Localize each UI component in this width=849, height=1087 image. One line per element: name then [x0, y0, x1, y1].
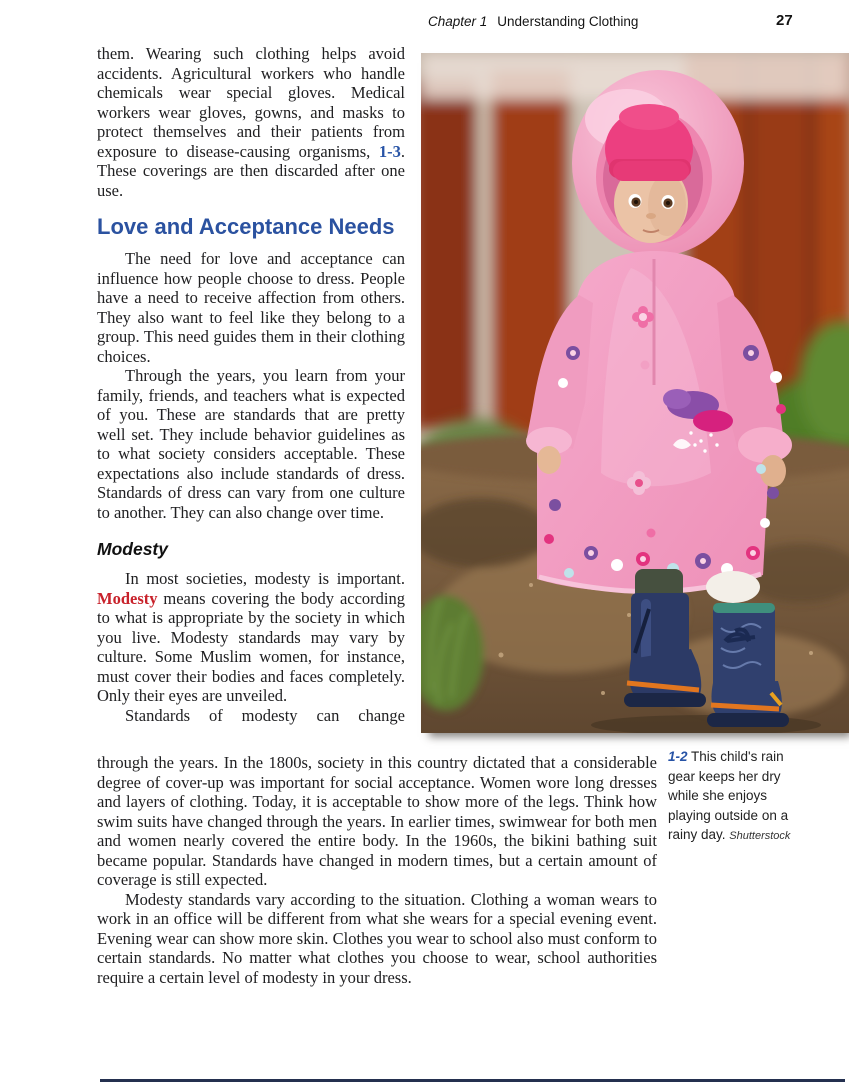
footer-rule — [100, 1079, 845, 1082]
paragraph-protective-clothing — [97, 44, 405, 200]
photo-credit: Shutterstock — [729, 830, 791, 842]
caption-text: This child's rain gear keeps her dry while she enjoys playing outside on a rainy day. — [668, 749, 789, 842]
chapter-title: Understanding Clothing — [497, 14, 639, 29]
running-header — [428, 14, 758, 29]
left-hand — [537, 446, 561, 474]
subsection-heading-modesty: Modesty — [97, 539, 168, 559]
figure-number: 1-2 — [668, 749, 688, 764]
child-face — [613, 161, 689, 243]
paragraph-text: means covering the body according to what is appropriate by the society in which you live. Modesty standards may vary by culture. Some Muslim women, for instance, must cover their bodies and faces completely. Only their eyes are unveiled. — [97, 588, 405, 705]
key-term-modesty: Modesty — [97, 588, 158, 608]
figure-reference-1-3: 1-3 — [378, 141, 401, 161]
section-heading-love-acceptance: Love and Acceptance Needs — [97, 214, 395, 239]
figure-caption — [668, 747, 802, 847]
pant-cuff — [706, 571, 760, 603]
figure-1-2-photo — [421, 53, 849, 733]
paragraph-text: . These coverings are then discarded after one use. — [97, 141, 405, 200]
paragraph-modesty-3: Modesty standards vary according to the situation. Clothing a woman wears to work in an office will be different from what she wears for a special evening event. Evening wear can show more skin. Clothes you wear to school also must conform to certain standards. No matter what clothes you choose to wear, school authorities require a certain level of modesty in your dress. — [97, 889, 657, 987]
paragraph-love-2: Through the years, you learn from your family, friends, and teachers what is expected of you. These are standards that are pretty well set. They include behavior guidelines as to what society considers acceptable. These expectations also include standards of dress. Standards of dress can vary from one culture to another. They can also change over time. — [97, 366, 405, 522]
paragraph-modesty-2-first-line: Standards of modesty can change — [125, 705, 405, 725]
paragraph-love-1: The need for love and acceptance can influence how people choose to dress. People have a need to receive affection from others. They also want to feel like they belong to a group. This need guides them in their clothing choices. — [97, 249, 405, 366]
paragraph-modesty-1 — [97, 569, 405, 706]
left-text-column — [97, 44, 405, 725]
page-number: 27 — [776, 12, 793, 29]
child-raincoat-photo-illustration — [421, 53, 849, 733]
chapter-label: Chapter 1 — [428, 14, 488, 29]
paragraph-modesty-2-continued: through the years. In the 1800s, society in this country dictated that a considerable degree of cover-up was important for social acceptance. Women wore long dresses and layers of clothing. Today, it is acceptable to show more of the legs. Think how swim suits have changed through the years. In earlier times, swimwear for both men and women nearly covered the entire body. In the 1960s, the bikini bathing suit became popular. Standards have changed in modern times, but a certain amount of coverage is still expected. — [97, 753, 657, 889]
full-width-text-block — [97, 753, 657, 987]
paragraph-text: them. Wearing such clothing helps avoid accidents. Agricultural workers who handle chemicals wear special gloves. Medical workers wear gloves, gowns, and masks to protect themselves and their patients from exposure to disease-causing organisms, — [97, 44, 405, 161]
paragraph-text: In most societies, modesty is important. — [125, 569, 405, 588]
